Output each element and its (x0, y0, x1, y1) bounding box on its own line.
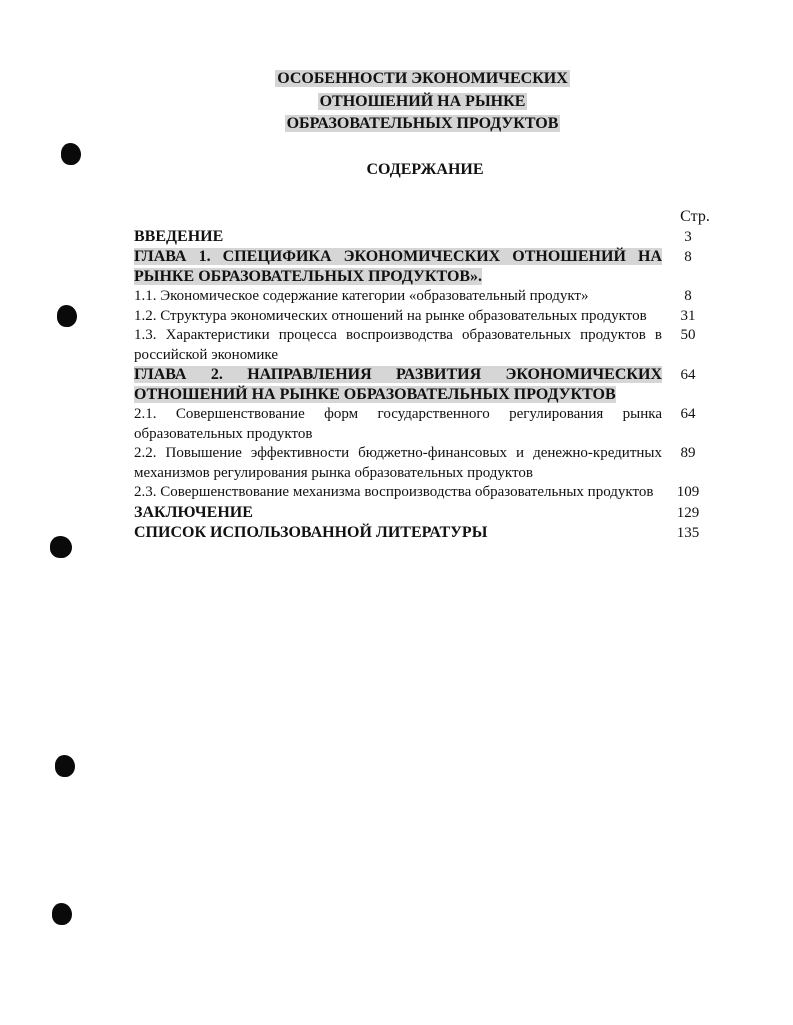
toc-entry-text (134, 247, 662, 287)
toc-page-number: 50 (680, 327, 696, 343)
punch-hole-mark (50, 536, 72, 558)
toc-page-number: 3 (684, 229, 692, 245)
title-line: ОСОБЕННОСТИ ЭКОНОМИЧЕСКИХ (277, 70, 568, 87)
toc-row-section-2-2 (134, 444, 714, 483)
toc-page-number: 8 (684, 249, 692, 265)
toc-entry-text (134, 365, 662, 405)
toc-page-number: 135 (676, 524, 700, 541)
toc-page-number: 109 (676, 484, 700, 500)
toc-row-section-2-1 (134, 405, 714, 444)
title-line: ОТНОШЕНИЙ НА РЫНКЕ (319, 92, 526, 110)
toc-entry-text: 2.1. Совершенствование форм государственного регулирования рынка образовательных продуктов (134, 406, 662, 442)
punch-hole-mark (57, 305, 77, 327)
table-of-contents (134, 227, 714, 543)
toc-row-chapter-1 (134, 247, 714, 287)
toc-page-number: 8 (684, 288, 692, 304)
toc-entry-text: 1.1. Экономическое содержание категории «образовательный продукт» (134, 288, 589, 304)
toc-page-number: 129 (676, 504, 700, 521)
toc-entry-text: ВВЕДЕНИЕ (134, 228, 224, 245)
toc-entry-text: СПИСОК ИСПОЛЬЗОВАННОЙ ЛИТЕРАТУРЫ (134, 523, 488, 541)
toc-row-section-1-1 (134, 287, 714, 307)
toc-page-number: 31 (680, 307, 696, 324)
toc-row-introduction (134, 227, 714, 247)
toc-row-bibliography (134, 523, 714, 543)
toc-row-chapter-2 (134, 365, 714, 405)
punch-hole-mark (52, 903, 72, 925)
contents-heading: СОДЕРЖАНИЕ (366, 161, 484, 178)
title-line: ОБРАЗОВАТЕЛЬНЫХ ПРОДУКТОВ (286, 115, 559, 132)
document-title (0, 68, 793, 136)
toc-page-number: 64 (680, 406, 696, 422)
page-column-label: Стр. (680, 208, 710, 225)
toc-chapter-title: ГЛАВА 1. СПЕЦИФИКА ЭКОНОМИЧЕСКИХ ОТНОШЕНИЙ НА РЫНКЕ ОБРАЗОВАТЕЛЬНЫХ ПРОДУКТОВ». (134, 248, 662, 285)
toc-entry-text: 2.2. Повышение эффективности бюджетно-финансовых и денежно-кредитных механизмов регулирования рынка образовательных продуктов (134, 445, 662, 481)
toc-page-number: 89 (680, 445, 696, 461)
punch-hole-mark (55, 755, 75, 777)
toc-entry-text: 1.3. Характеристики процесса воспроизводства образовательных продуктов в российской экономике (134, 327, 662, 363)
toc-row-section-1-2 (134, 307, 714, 327)
toc-entry-text: 1.2. Структура экономических отношений на рынке образовательных продуктов (134, 307, 647, 324)
toc-row-section-1-3 (134, 326, 714, 365)
toc-entry-text: ЗАКЛЮЧЕНИЕ (134, 503, 253, 521)
toc-chapter-title: ГЛАВА 2. НАПРАВЛЕНИЯ РАЗВИТИЯ ЭКОНОМИЧЕСКИХ ОТНОШЕНИЙ НА РЫНКЕ ОБРАЗОВАТЕЛЬНЫХ ПРОДУКТОВ (134, 366, 662, 403)
toc-row-conclusion (134, 503, 714, 523)
toc-row-section-2-3 (134, 483, 714, 503)
toc-page-number: 64 (680, 367, 696, 383)
toc-entry-text: 2.3. Совершенствование механизма воспроизводства образовательных продуктов (134, 484, 654, 500)
